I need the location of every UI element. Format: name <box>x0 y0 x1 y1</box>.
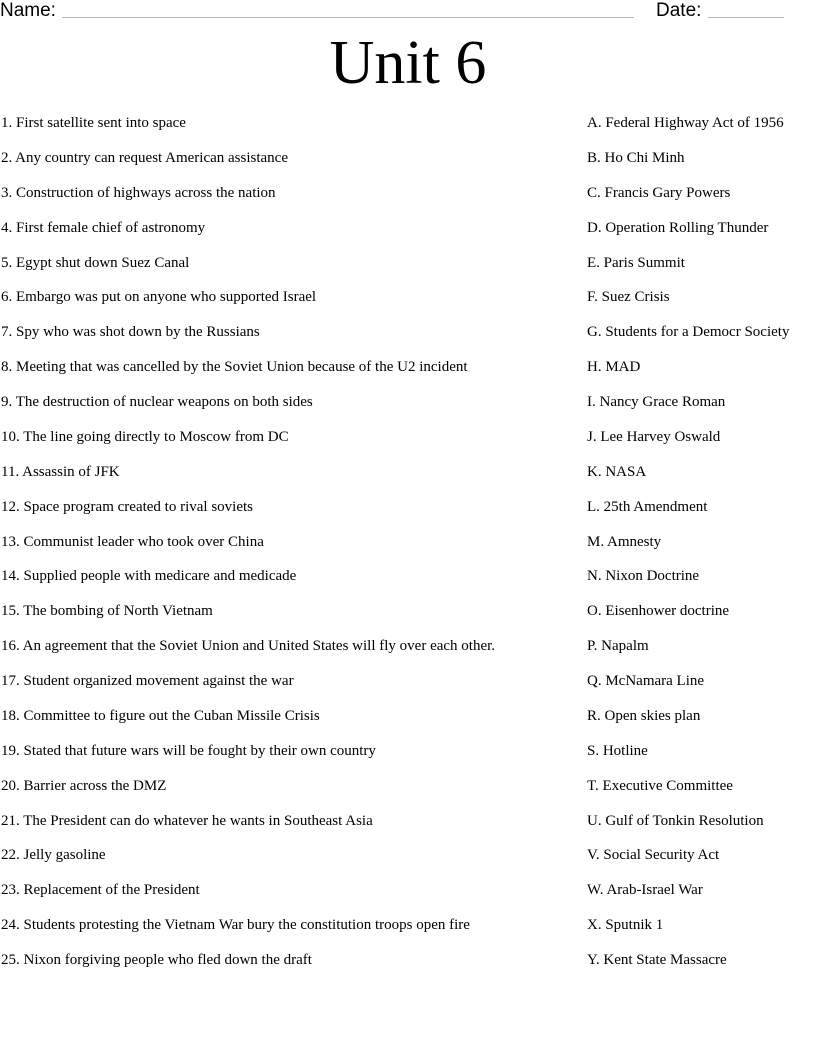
clue-item: 7. Spy who was shot down by the Russians <box>1 324 260 341</box>
clue-item: 13. Communist leader who took over China <box>1 533 264 550</box>
answer-item: I. Nancy Grace Roman <box>587 394 726 410</box>
clue-item: 15. The bombing of North Vietnam <box>1 603 213 620</box>
answer-item: T. Executive Committee <box>587 777 733 794</box>
date-blank-line <box>708 17 784 18</box>
clue-item: 11. Assassin of JFK <box>1 463 120 480</box>
clue-item: 10. The line going directly to Moscow from DC <box>1 428 289 445</box>
answer-item: Q. McNamara Line <box>587 673 705 689</box>
clue-item: 14. Supplied people with medicare and medicade <box>1 568 297 585</box>
answer-item: C. Francis Gary Powers <box>587 184 731 201</box>
clue-item: 3. Construction of highways across the nation <box>1 184 276 201</box>
answer-item: L. 25th Amendment <box>587 498 708 515</box>
answer-item: M. Amnesty <box>587 533 662 550</box>
clue-item: 2. Any country can request American assistance <box>1 149 288 166</box>
clue-item: 23. Replacement of the President <box>1 882 200 899</box>
clue-list <box>1 113 495 985</box>
answer-item: B. Ho Chi Minh <box>587 149 685 166</box>
clue-item: 16. An agreement that the Soviet Union and United States will fly over each other. <box>1 638 496 655</box>
answer-item: H. MAD <box>587 359 641 376</box>
clue-item: 25. Nixon forgiving people who fled down the draft <box>1 952 312 968</box>
answer-item: S. Hotline <box>587 742 648 759</box>
answer-item: Y. Kent State Massacre <box>587 952 727 968</box>
worksheet-header <box>0 0 816 24</box>
answer-item: R. Open skies plan <box>587 707 701 724</box>
answer-item: K. NASA <box>587 463 647 480</box>
clue-item: 8. Meeting that was cancelled by the Soviet Union because of the U2 incident <box>1 359 468 376</box>
clue-item: 12. Space program created to rival soviets <box>1 498 253 515</box>
answer-item: W. Arab-Israel War <box>587 882 703 899</box>
answer-item: X. Sputnik 1 <box>587 917 664 934</box>
answer-item: J. Lee Harvey Oswald <box>587 428 721 445</box>
answer-list <box>587 113 789 985</box>
clue-item: 20. Barrier across the DMZ <box>1 777 167 794</box>
clue-item: 9. The destruction of nuclear weapons on both sides <box>1 394 313 410</box>
clue-item: 22. Jelly gasoline <box>1 847 106 864</box>
answer-item: D. Operation Rolling Thunder <box>587 219 769 236</box>
answer-item: F. Suez Crisis <box>587 289 670 306</box>
answer-item: E. Paris Summit <box>587 254 685 271</box>
clue-item: 1. First satellite sent into space <box>1 115 186 131</box>
answer-item: U. Gulf of Tonkin Resolution <box>587 812 764 829</box>
answer-item: N. Nixon Doctrine <box>587 568 700 585</box>
answer-item: V. Social Security Act <box>587 847 720 864</box>
name-blank-line <box>62 17 634 18</box>
worksheet-title: Unit 6 <box>329 29 487 97</box>
clue-item: 18. Committee to figure out the Cuban Missile Crisis <box>1 707 320 724</box>
clue-item: 4. First female chief of astronomy <box>1 219 206 236</box>
clue-item: 21. The President can do whatever he wants in Southeast Asia <box>1 812 373 829</box>
answer-item: A. Federal Highway Act of 1956 <box>587 115 784 131</box>
clue-item: 19. Stated that future wars will be fought by their own country <box>1 742 376 759</box>
date-label: Date: <box>656 0 702 21</box>
answer-item: O. Eisenhower doctrine <box>587 603 730 620</box>
clue-item: 17. Student organized movement against the war <box>1 673 294 689</box>
answer-item: G. Students for a Democr Society <box>587 324 790 341</box>
clue-item: 5. Egypt shut down Suez Canal <box>1 254 190 271</box>
clue-item: 24. Students protesting the Vietnam War bury the constitution troops open fire <box>1 917 470 934</box>
answer-item: P. Napalm <box>587 638 649 655</box>
name-label: Name: <box>0 0 56 21</box>
clue-item: 6. Embargo was put on anyone who supported Israel <box>1 289 317 306</box>
